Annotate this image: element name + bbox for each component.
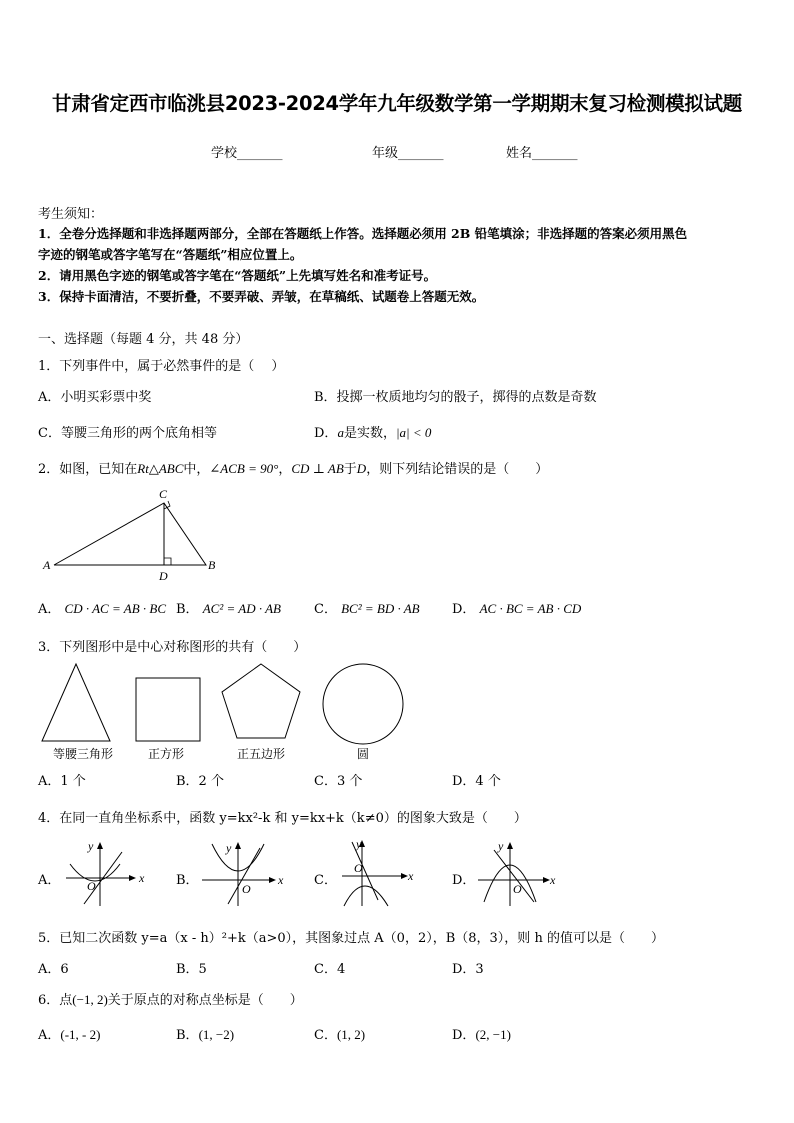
q4-b-y-label: y bbox=[226, 841, 232, 855]
notice-heading: 考生须知： bbox=[38, 207, 104, 222]
label-c: C bbox=[159, 487, 168, 501]
q5-option-d: D．3 bbox=[452, 962, 484, 977]
q4-option-d: D． bbox=[452, 873, 476, 888]
q2-option-d bbox=[452, 598, 581, 617]
q5-option-b: B．5 bbox=[176, 962, 207, 977]
q1-option-c: C．等腰三角形的两个底角相等 bbox=[38, 426, 217, 441]
isosceles-triangle-shape bbox=[42, 664, 110, 741]
q2-option-b-expr: AC² = AD · AB bbox=[202, 601, 281, 616]
q3-option-c: C．3 个 bbox=[314, 774, 363, 789]
q2-option-a-label: A． bbox=[38, 602, 61, 617]
q6-stem bbox=[38, 989, 303, 1008]
q6-option-d bbox=[452, 1024, 511, 1043]
q2-stem-i: ，则下列结论错误的是（ ） bbox=[366, 462, 549, 477]
q2-stem-d: ∠ACB = 90° bbox=[209, 461, 279, 476]
q6-stem-a: 6．点 bbox=[38, 993, 73, 1008]
q4-graph-c bbox=[338, 836, 418, 908]
q2-stem-g: 于 bbox=[343, 462, 357, 477]
q6-option-d-label: D． bbox=[452, 1028, 476, 1043]
q2-stem-h: D bbox=[356, 461, 367, 476]
caption-isosceles-triangle: 等腰三角形 bbox=[52, 747, 113, 761]
q5-option-c: C．4 bbox=[314, 962, 346, 977]
q3-option-b: B．2 个 bbox=[176, 774, 224, 789]
q6-option-a bbox=[38, 1024, 100, 1043]
q2-option-c bbox=[314, 598, 420, 617]
q3-stem: 3．下列图形中是中心对称图形的共有（ ） bbox=[38, 640, 307, 655]
notice-line-2: 2．请用黑色字迹的钢笔或答字笔在“答题纸”上先填写姓名和准考证号。 bbox=[38, 268, 437, 283]
q6-option-b-expr: (1, −2) bbox=[198, 1027, 235, 1042]
q4-c-x-label: x bbox=[408, 869, 414, 883]
q4-b-origin-label: O bbox=[242, 882, 251, 896]
page-title: 甘肃省定西市临洮县2023-2024学年九年级数学第一学期期末复习检测模拟试题 bbox=[52, 92, 742, 115]
q1-option-a: A．小明买彩票中奖 bbox=[38, 390, 152, 405]
caption-circle: 圆 bbox=[356, 747, 369, 761]
q4-graph-a bbox=[62, 838, 148, 908]
q3-option-a: A．1 个 bbox=[38, 774, 86, 789]
q4-option-a: A． bbox=[38, 873, 61, 888]
q1-option-d-text: 是实数， bbox=[343, 426, 396, 441]
q6-option-c-expr: (1, 2) bbox=[336, 1027, 366, 1042]
q6-option-b-label: B． bbox=[176, 1028, 199, 1043]
q2-option-b bbox=[176, 598, 281, 617]
q2-stem-f: CD ⊥ AB bbox=[291, 461, 344, 476]
q6-option-d-expr: (2, −1) bbox=[475, 1027, 511, 1042]
q1-option-b: B．投掷一枚质地均匀的骰子，掷得的点数是奇数 bbox=[314, 390, 597, 405]
q2-stem-e: ， bbox=[278, 462, 292, 477]
q2-option-c-label: C． bbox=[314, 602, 337, 617]
q1-stem: 1．下列事件中，属于必然事件的是（ ） bbox=[38, 359, 285, 374]
q6-stem-c: 关于原点的对称点坐标是（ ） bbox=[107, 993, 303, 1008]
q2-stem-c: 中， bbox=[183, 462, 210, 477]
caption-square: 正方形 bbox=[147, 747, 184, 761]
q2-stem-b: Rt△ABC bbox=[137, 461, 184, 476]
q4-stem: 4．在同一直角坐标系中，函数 y=kx²-k 和 y=kx+k（k≠0）的图象大致是（ ） bbox=[38, 811, 527, 826]
triangle-abc bbox=[54, 503, 206, 565]
notice-line-1b: 字迹的钢笔或答字笔写在“答题纸”相应位置上。 bbox=[38, 247, 303, 262]
school-field: 学校_______ bbox=[211, 146, 283, 161]
q2-option-d-label: D． bbox=[452, 602, 476, 617]
section-heading: 一、选择题（每题 4 分，共 48 分） bbox=[38, 332, 249, 347]
q4-graph-b bbox=[198, 838, 288, 908]
q2-option-b-label: B． bbox=[176, 602, 199, 617]
q1-option-d-expr: |a| < 0 bbox=[395, 425, 432, 440]
q4-graph-d bbox=[474, 838, 560, 908]
q4-a-origin-label: O bbox=[87, 879, 96, 893]
q5-option-a: A．6 bbox=[38, 962, 69, 977]
q4-option-c: C． bbox=[314, 873, 337, 888]
caption-pentagon: 正五边形 bbox=[236, 747, 285, 761]
q2-triangle-figure bbox=[40, 484, 230, 584]
q3-shapes-figure bbox=[38, 662, 418, 744]
right-angle-mark-d bbox=[164, 558, 171, 565]
grade-field: 年级_______ bbox=[372, 146, 444, 161]
q4-c-origin-label: O bbox=[354, 861, 363, 875]
q6-option-b bbox=[176, 1024, 234, 1043]
q2-stem-a: 2．如图，已知在 bbox=[38, 462, 138, 477]
q4-d-x-label: x bbox=[550, 873, 556, 887]
q6-option-c bbox=[314, 1024, 365, 1043]
q1-option-d-var: a bbox=[337, 425, 344, 440]
label-a: A bbox=[43, 558, 51, 572]
q1-option-d bbox=[314, 422, 431, 441]
q4-a-x-label: x bbox=[139, 871, 145, 885]
q2-option-d-expr: AC · BC = AB · CD bbox=[479, 601, 582, 616]
q4-d-y-label: y bbox=[498, 839, 504, 853]
label-d: D bbox=[159, 569, 168, 583]
q6-stem-point: (−1, 2) bbox=[72, 992, 108, 1007]
q1-option-d-label: D． bbox=[314, 426, 338, 441]
q2-option-a-expr: CD · AC = AB · BC bbox=[64, 601, 166, 616]
q2-option-a bbox=[38, 598, 166, 617]
q4-a-y-label: y bbox=[88, 839, 94, 853]
square-shape bbox=[136, 678, 200, 741]
notice-line-1a: 1．全卷分选择题和非选择题两部分，全部在答题纸上作答。选择题必须用 2B 铅笔填涂；非选择题的答案必须用黑色 bbox=[38, 226, 688, 241]
q6-option-a-label: A． bbox=[38, 1028, 61, 1043]
q5-stem: 5．已知二次函数 y=a（x - h）²+k（a>0），其图象过点 A（0，2），B（8，3），则 h 的值可以是（ ） bbox=[38, 931, 664, 946]
q6-option-c-label: C． bbox=[314, 1028, 337, 1043]
label-b: B bbox=[208, 558, 216, 572]
q4-c-y-label: y bbox=[356, 837, 362, 851]
q2-stem bbox=[38, 458, 548, 477]
q4-option-b: B． bbox=[176, 873, 199, 888]
notice-line-3: 3．保持卡面清洁，不要折叠，不要弄破、弄皱，在草稿纸、试题卷上答题无效。 bbox=[38, 289, 485, 304]
q6-option-a-expr: (-1, - 2) bbox=[60, 1027, 101, 1042]
q2-option-c-expr: BC² = BD · AB bbox=[341, 601, 420, 616]
regular-pentagon-shape bbox=[222, 664, 300, 738]
circle-shape bbox=[323, 664, 403, 744]
name-field: 姓名_______ bbox=[506, 146, 578, 161]
q3-option-d: D．4 个 bbox=[452, 774, 501, 789]
q4-b-x-label: x bbox=[278, 873, 284, 887]
q4-d-origin-label: O bbox=[513, 882, 522, 896]
